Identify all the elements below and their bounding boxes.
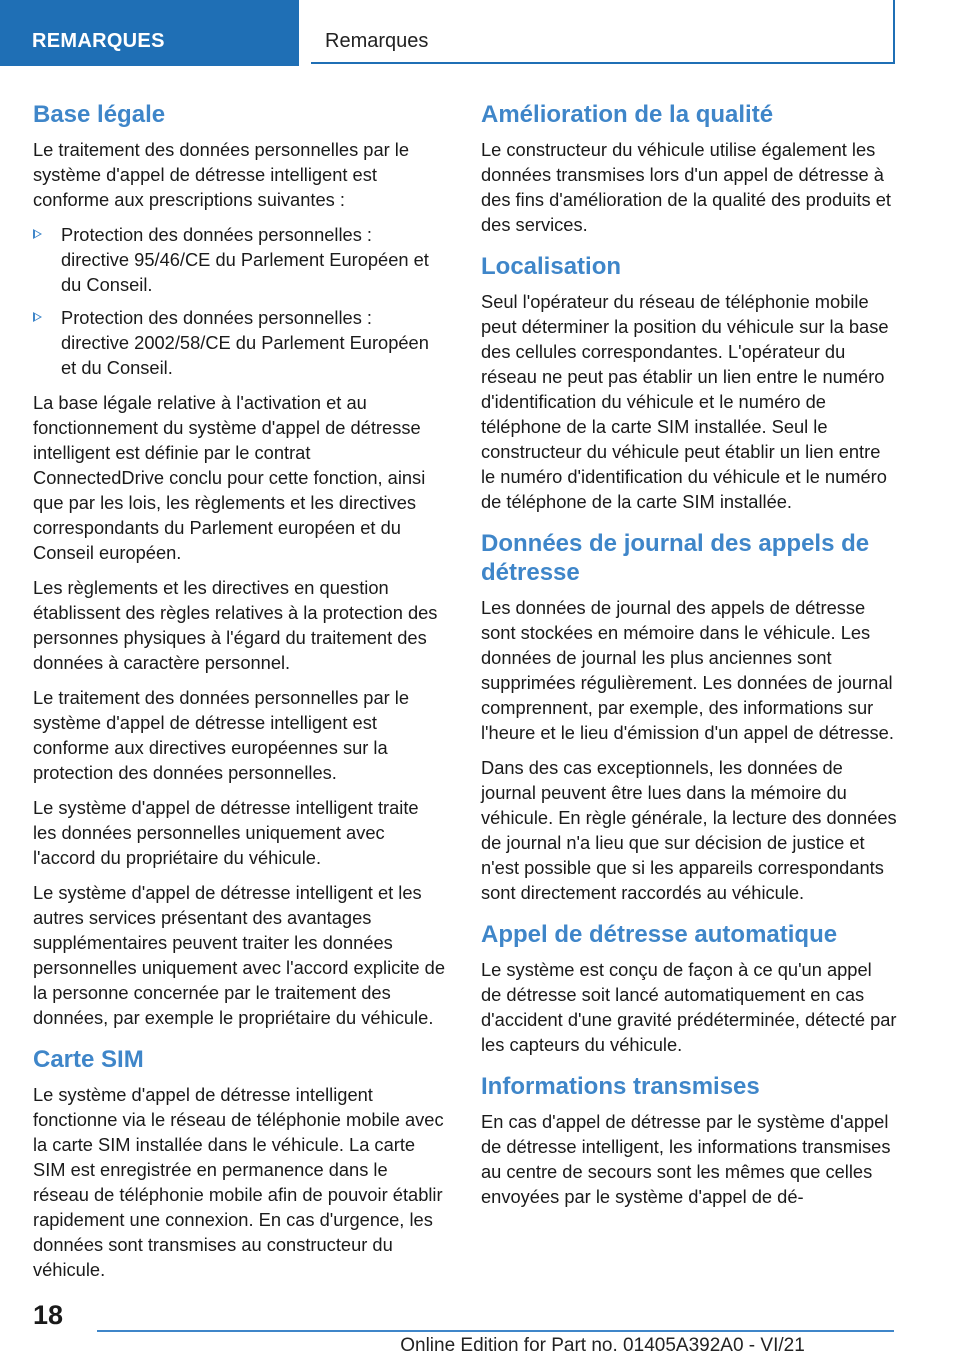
section-header bbox=[311, 0, 895, 64]
paragraph: Le système d'appel de détresse intelligent et les autres services présentant des avantages supplémentaires peuvent traiter les données personnelles uniquement avec l'accord explicite de la personne concernée par le traitement des données, par exemple le propriétaire du véhicule. bbox=[33, 882, 446, 1028]
heading-base-legale: Base légale bbox=[33, 101, 166, 128]
page-number: 18 bbox=[33, 1300, 64, 1330]
paragraph: Le système d'appel de détresse intelligent fonctionne via le réseau de téléphonie mobile avec la carte SIM installée dans le véhicule. La carte SIM est enregistrée en permanence dans le réseau de téléphonie mobile afin de pouvoir établir rapidement une connexion. En cas d'urgence, les données sont transmises au constructeur du véhicule. bbox=[33, 1084, 444, 1280]
section-journal bbox=[481, 529, 897, 905]
paragraph: Le traitement des données personnelles par le système d'appel de détresse intelligent est conforme aux directives européennes sur la protection des données personnelles. bbox=[33, 687, 410, 783]
paragraph: Seul l'opérateur du réseau de téléphonie mobile peut déterminer la position du véhicule sur la base des cellules correspondantes. L'opérateur du réseau ne peut pas établir un lien entre le numéro d'identification du véhicule et le numéro de téléphone de la carte SIM installée. Seul le constructeur du véhicule peut établir un lien entre le numéro d'identification du véhicule et le numéro de téléphone de la carte SIM installée. bbox=[481, 291, 889, 512]
heading-automatique: Appel de détresse automatique bbox=[481, 921, 838, 948]
paragraph: Les données de journal des appels de détresse sont stockées en mémoire dans le véhicule. Les données de journal les plus anciennes sont supprimées régulièrement. Les données de journal comprennent, par exemple, des informations sur l'heure et le lieu d'émission d'un appel de détresse. bbox=[481, 597, 894, 743]
section-header-title: Remarques bbox=[325, 30, 429, 52]
section-amelioration bbox=[481, 100, 897, 237]
paragraph: La base légale relative à l'activation et au fonctionnement du système d'appel de détresse intelligent est définie par le contrat ConnectedDrive conclu pour cette fonction, ainsi que par les lois, les règlements et les directives correspondants du Parlement européen et du Conseil européen. bbox=[33, 392, 426, 563]
left-column bbox=[33, 100, 445, 1297]
heading-carte-sim: Carte SIM bbox=[33, 1046, 144, 1073]
heading-informations: Informations transmises bbox=[481, 1073, 760, 1100]
bullet-list bbox=[33, 222, 445, 380]
heading-localisation: Localisation bbox=[481, 253, 622, 280]
heading-amelioration: Amélioration de la qualité bbox=[481, 101, 774, 128]
heading-journal: Données de journal des appels de détresse bbox=[481, 530, 870, 586]
list-item bbox=[33, 305, 445, 380]
list-item-text: Protection des données personnelles : directive 95/46/CE du Parlement Européen et du Conseil. bbox=[61, 224, 429, 295]
paragraph: Le constructeur du véhicule utilise également les données transmises lors d'un appel de détresse à des fins d'amélioration de la qualité des produits et des services. bbox=[481, 139, 891, 235]
chapter-tab bbox=[0, 0, 299, 66]
list-item-text: Protection des données personnelles : directive 2002/58/CE du Parlement Européen et du Conseil. bbox=[61, 307, 429, 378]
list-item bbox=[33, 222, 445, 297]
section-base-legale bbox=[33, 100, 445, 1030]
triangle-bullet-icon bbox=[33, 312, 42, 322]
chapter-tab-label: REMARQUES bbox=[32, 30, 165, 52]
section-carte-sim bbox=[33, 1045, 445, 1282]
section-automatique bbox=[481, 920, 897, 1057]
paragraph: Dans des cas exceptionnels, les données de journal peuvent être lues dans la mémoire du véhicule. En règle générale, la lecture des données de journal n'a lieu que sur décision de justice et n'est possible que si les appareils correspondants sont directement raccordés au véhicule. bbox=[481, 757, 897, 903]
paragraph: Le traitement des données personnelles par le système d'appel de détresse intelligent est conforme aux prescriptions suivantes : bbox=[33, 139, 410, 210]
triangle-bullet-icon bbox=[33, 229, 42, 239]
paragraph: Les règlements et les directives en question établissent des règles relatives à la protection des personnes physiques à l'égard du traitement des données à caractère personnel. bbox=[33, 577, 438, 673]
paragraph: En cas d'appel de détresse par le système d'appel de détresse intelligent, les informations transmises au centre de secours sont les mêmes que celles envoyées par le système d'appel de dé- bbox=[481, 1111, 891, 1207]
section-localisation bbox=[481, 252, 897, 514]
paragraph: Le système est conçu de façon à ce qu'un appel de détresse soit lancé automatiquement en cas d'accident d'une gravité prédéterminée, détecté par les capteurs du véhicule. bbox=[481, 959, 897, 1055]
footer-edition-text: Online Edition for Part no. 01405A392A0 - VI/21 bbox=[400, 1335, 805, 1356]
footer-divider bbox=[97, 1330, 894, 1332]
section-informations bbox=[481, 1072, 897, 1209]
paragraph: Le système d'appel de détresse intelligent traite les données personnelles uniquement avec l'accord du propriétaire du véhicule. bbox=[33, 797, 419, 868]
right-column bbox=[481, 100, 897, 1224]
